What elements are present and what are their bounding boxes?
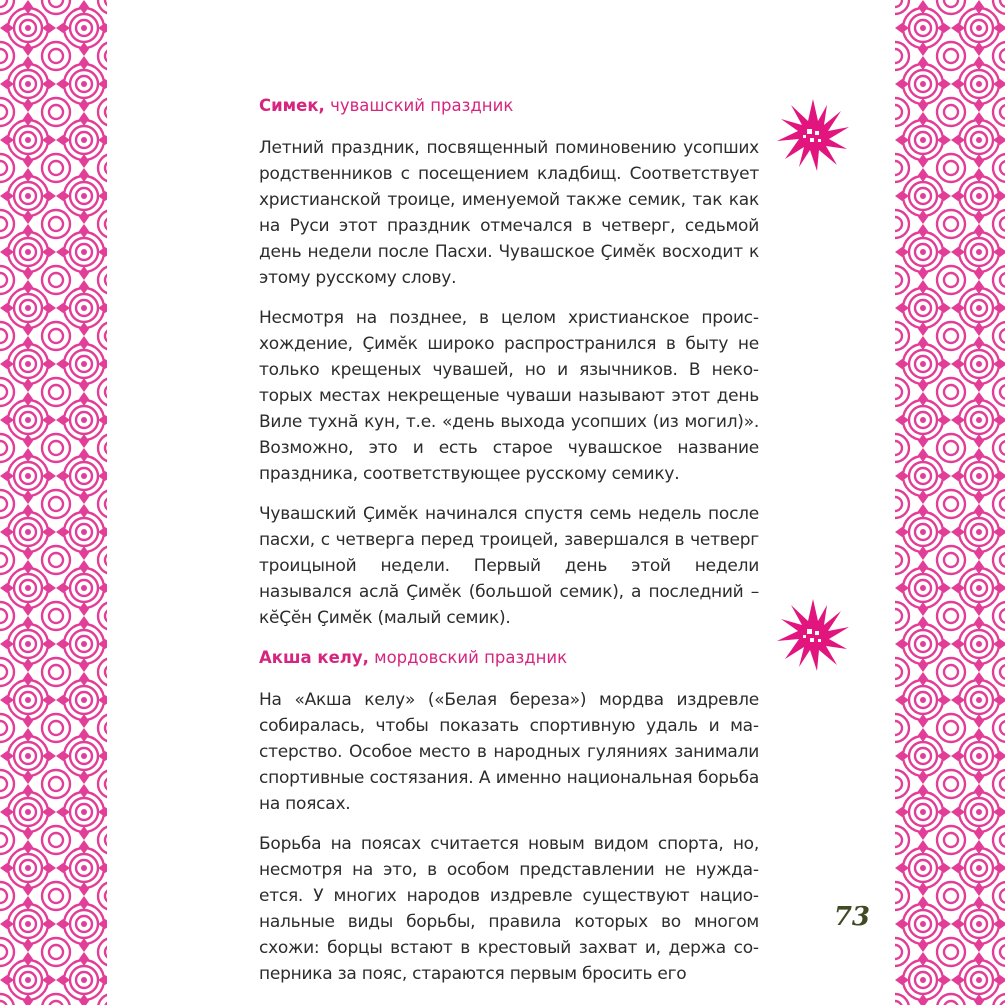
heading-rest-part: чувашский праздник <box>324 96 514 115</box>
heading-bold-part: Акша келу, <box>259 648 369 667</box>
starburst-ornament-icon <box>773 595 853 675</box>
floral-pattern-border-left <box>0 0 107 1005</box>
floral-pattern-border-right <box>895 0 1005 1005</box>
paragraph: Чувашский Çимĕк начинался спустя семь недель после пасхи, с четверга перед троицей, завершался в четверг троицыной недели. Первый день этой недели назывался аслă Çимĕк (большой семик), а последний – кĕÇĕн Çимĕк (малый семик). <box>259 504 759 628</box>
paragraph: Несмотря на позднее, в целом христианское происхождение, Çимĕк широко распространился в быту не только крещеных чувашей, но и язычников. В некоторых местах некрещеные чуваши называют этот день Виле тухнă кун, т.е. «день выхода усопших (из могил)». Возможно, это и есть старое чувашское название праздника, соответствующее русскому семику. <box>259 308 759 484</box>
section-heading-aksha-kelu <box>259 645 759 671</box>
floral-pattern-icon <box>0 0 107 1005</box>
page-number: 73 <box>833 902 870 932</box>
starburst-ornament-icon <box>773 95 853 175</box>
paragraph: Борьба на поясах считается новым видом спорта, но, несмотря на это, в особом представлении не нуждается. У многих народов издревле существуют национальные виды борьбы, правила которых во многом схожи: борцы встают в крестовый захват и, держа соперника за пояс, стараются первым бросить его <box>259 834 759 984</box>
heading-bold-part: Симек, <box>259 96 325 115</box>
paragraph: Летний праздник, посвященный поминовению усопших родственников с посещением кладбищ. Соответствует христианской троице, именуемой также семик, так как на Руси этот праздник отмечался в четверг, седьмой день недели после Пасхи. Чувашское Çимĕк восходит к этому русскому слову. <box>259 138 759 288</box>
section-heading-simek <box>259 93 759 119</box>
heading-rest-part: мордовский праздник <box>368 648 568 667</box>
floral-pattern-icon <box>895 0 1005 1005</box>
page-content <box>259 93 759 987</box>
paragraph: На «Акша келу» («Белая береза») мордва издревле собиралась, чтобы показать спортивную удаль и мастерство. Особое место в народных гуляниях занимали спортивные состязания. А именно национальная борьба на поясах. <box>259 690 759 814</box>
